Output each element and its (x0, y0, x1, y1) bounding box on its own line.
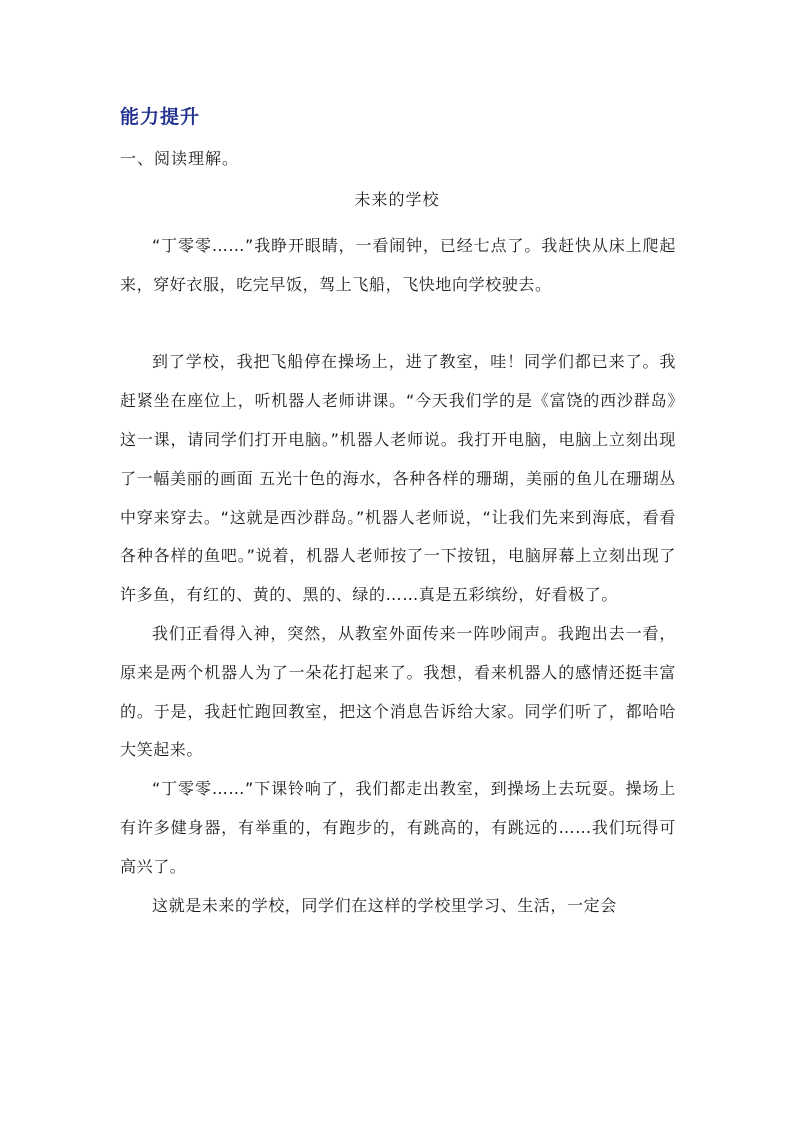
paragraph-4: “丁零零……”下课铃响了，我们都走出教室，到操场上去玩耍。操场上有许多健身器，有举重的，有跑步的，有跳高的，有跳远的……我们玩得可高兴了。 (120, 779, 676, 876)
paragraph-5: 这就是未来的学校，同学们在这样的学校里学习、生活，一定会 (152, 895, 617, 915)
passage-body (120, 227, 676, 925)
paragraph-2: 到了学校，我把飞船停在操场上，进了教室，哇！同学们都已来了。我赶紧坐在座位上，听机器人老师讲课。“今天我们学的是《富饶的西沙群岛》这一课，请同学们打开电脑。”机器人老师说。我打开电脑，电脑上立刻出现了一幅美丽的画面 五光十色的海水，各种各样的珊瑚，美丽的鱼儿在珊瑚丛中穿来穿去。“这就是西沙群岛。”机器人老师说，“让我们先来到海底，看看各种各样的鱼吧。”说着，机器人老师按了一下按钮，电脑屏幕上立刻出现了许多鱼，有红的、黄的、黑的、绿的……真是五彩缤纷，好看极了。 (120, 352, 676, 605)
paragraph-1: “丁零零……”我睁开眼睛，一看闹钟，已经七点了。我赶快从床上爬起来，穿好衣服，吃完早饭，驾上飞船，飞快地向学校驶去。 (120, 236, 676, 294)
subsection-title: 一、阅读理解。 (120, 149, 240, 168)
section-heading: 能力提升 (120, 106, 201, 128)
paragraph-3: 我们正看得入神，突然，从教室外面传来一阵吵闹声。我跑出去一看，原来是两个机器人为了一朵花打起来了。我想，看来机器人的感情还挺丰富的。于是，我赶忙跑回教室，把这个消息告诉给大家。同学们听了，都哈哈大笑起来。 (120, 623, 676, 760)
passage-title: 未来的学校 (354, 190, 440, 209)
